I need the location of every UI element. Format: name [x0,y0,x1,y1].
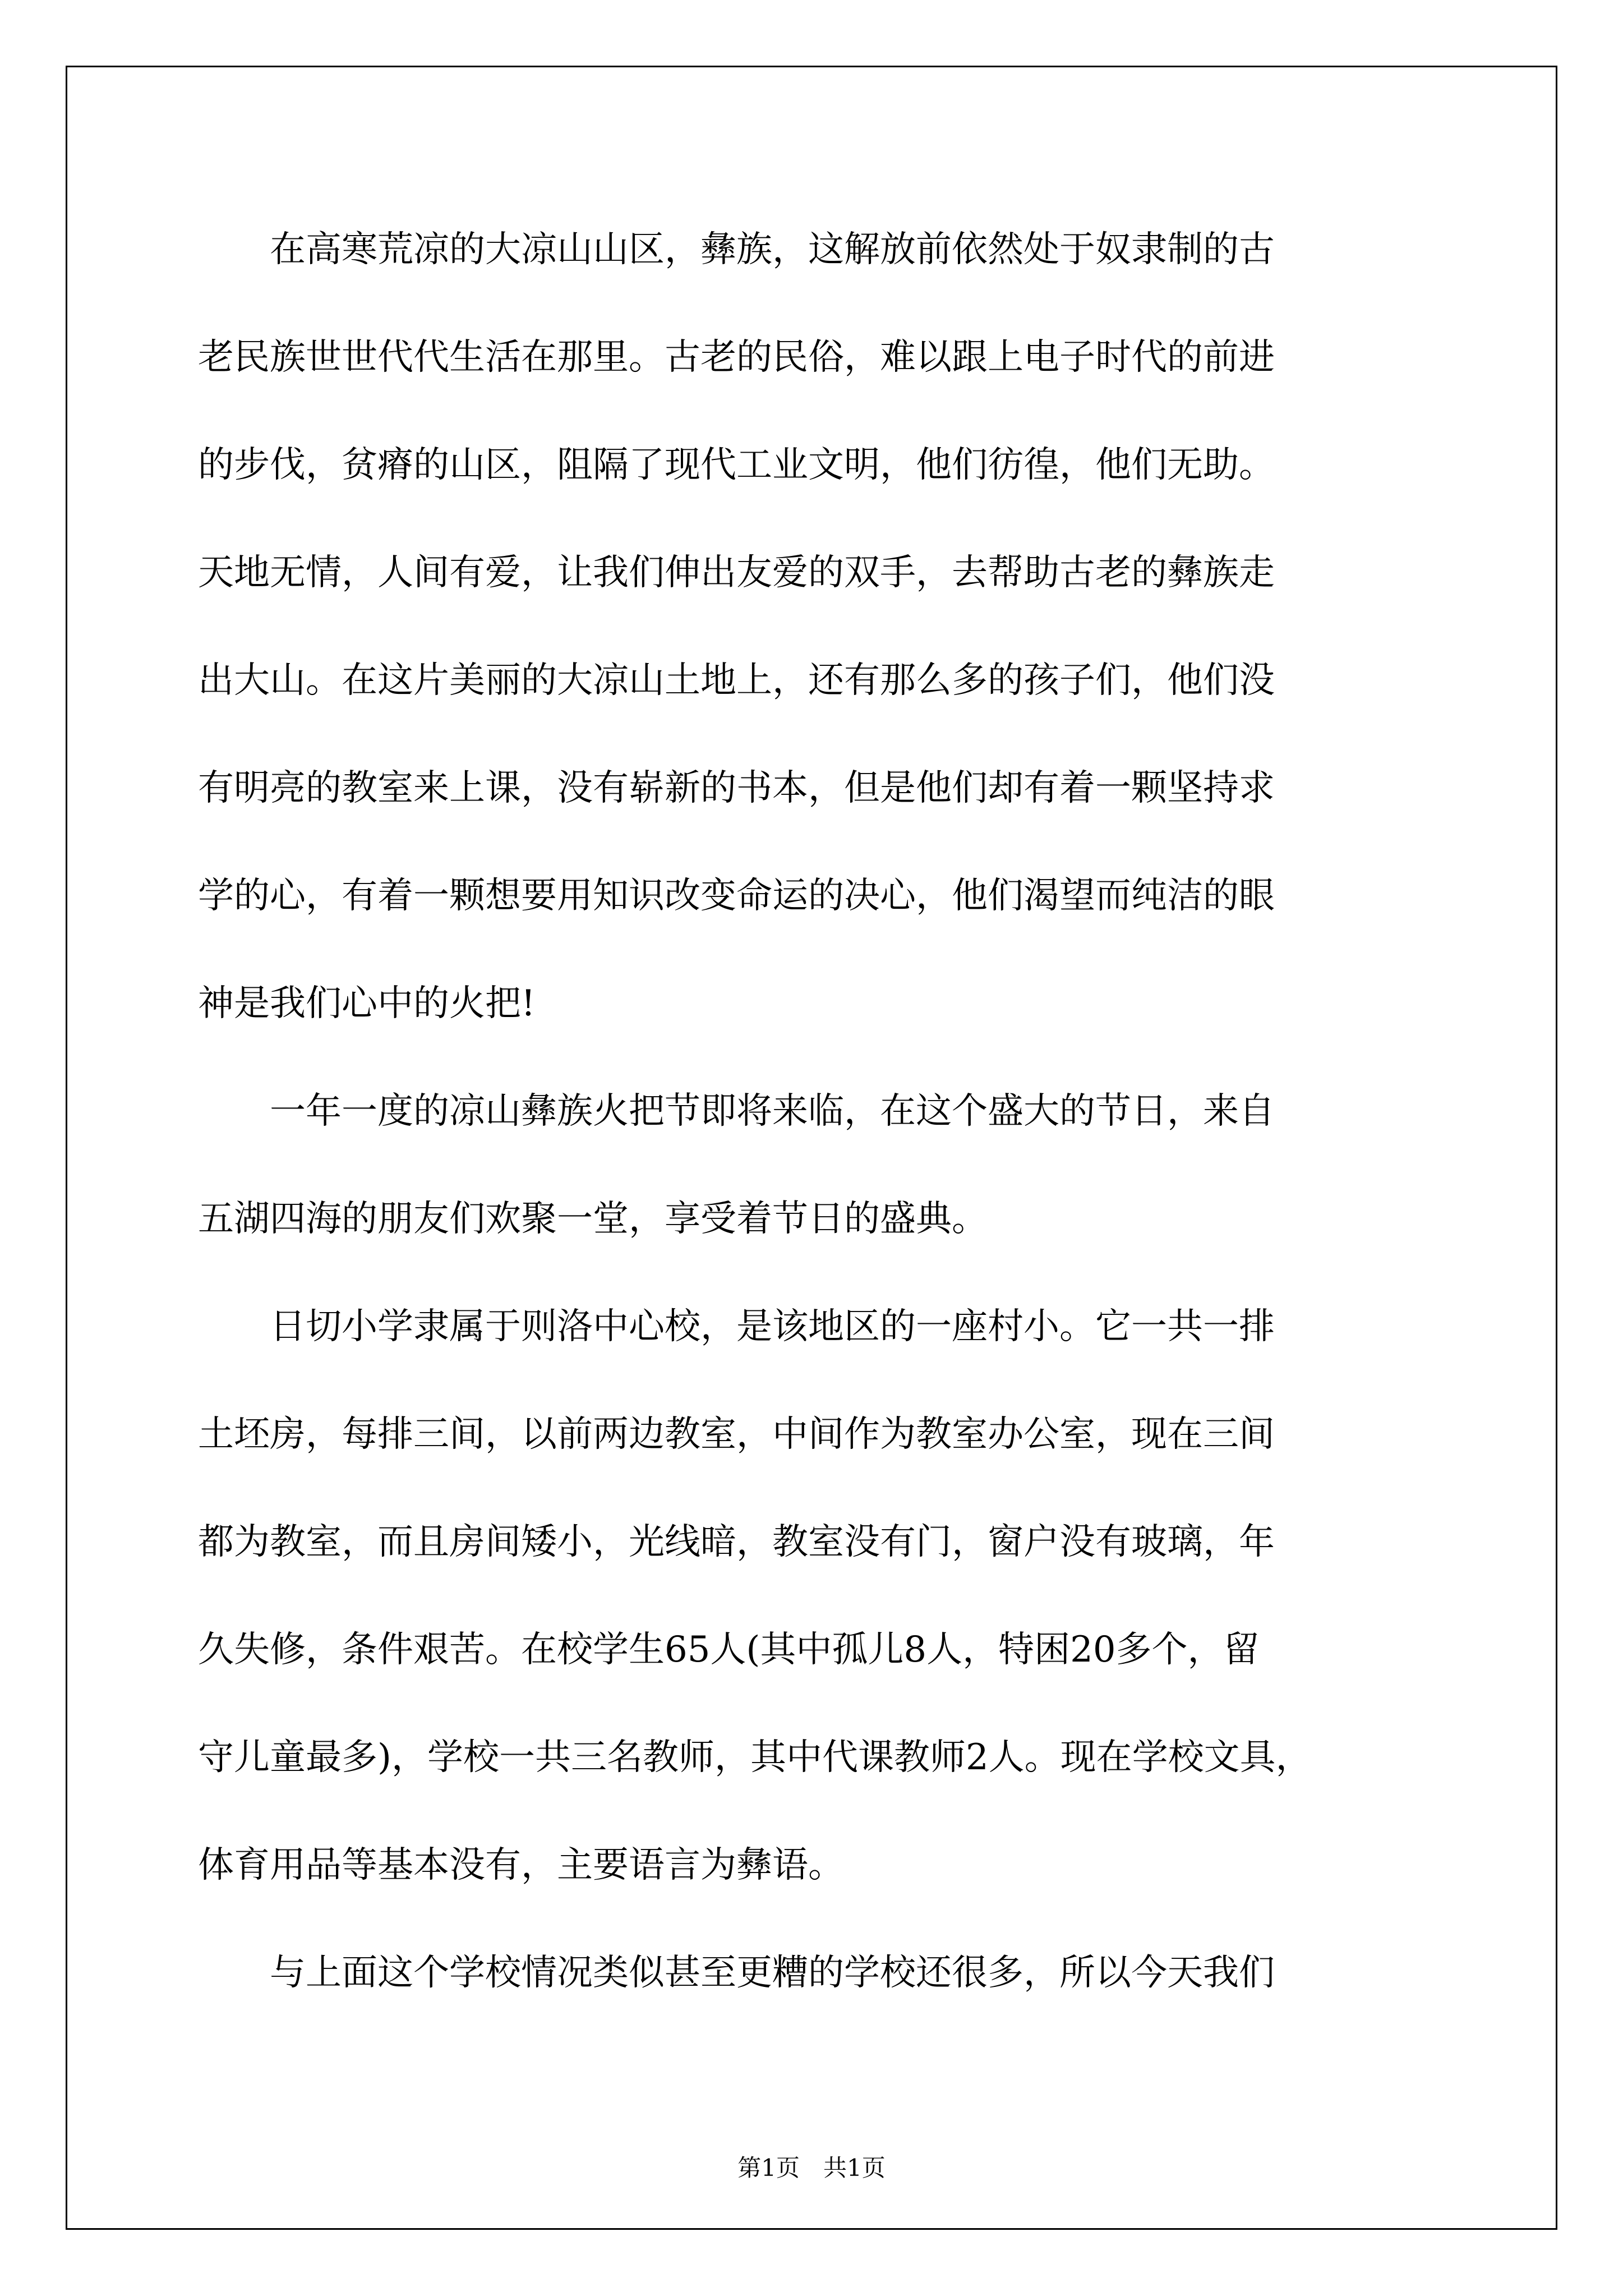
text-line: 天地无情，人间有爱，让我们伸出友爱的双手，去帮助古老的彝族走 [198,552,1275,593]
text-line: 与上面这个学校情况类似甚至更糟的学校还很多，所以今天我们 [198,1952,1275,1994]
text-line: 体育用品等基本没有，主要语言为彝语。 [198,1844,844,1886]
text-line: 老民族世世代代生活在那里。古老的民俗，难以跟上电子时代的前进 [198,337,1275,378]
text-line: 土坯房，每排三间，以前两边教室，中间作为教室办公室，现在三间 [198,1414,1275,1455]
text-line: 日切小学隶属于则洛中心校，是该地区的一座村小。它一共一排 [198,1306,1275,1347]
text-line: 的步伐，贫瘠的山区，阻隔了现代工业文明，他们彷徨，他们无助。 [198,444,1275,486]
text-line: 都为教室，而且房间矮小，光线暗，教室没有门，窗户没有玻璃，年 [198,1521,1275,1563]
text-line: 神是我们心中的火把! [198,983,536,1024]
text-line: 一年一度的凉山彝族火把节即将来临，在这个盛大的节日，来自 [198,1091,1275,1132]
text-line: 学的心，有着一颗想要用知识改变命运的决心，他们渴望而纯洁的眼 [198,875,1275,917]
text-line: 有明亮的教室来上课，没有崭新的书本，但是他们却有着一颗坚持求 [198,767,1275,809]
text-line: 在高寒荒凉的大凉山山区，彝族，这解放前依然处于奴隶制的古 [198,229,1275,270]
text-line: 五湖四海的朋友们欢聚一堂，享受着节日的盛典。 [198,1198,988,1240]
text-line: 守儿童最多)，学校一共三名教师，其中代课教师2人。现在学校文具， [198,1737,1312,1778]
text-line: 久失修，条件艰苦。在校学生65人(其中孤儿8人，特困20多个，留 [198,1629,1260,1671]
document-body [198,219,1432,2050]
text-line: 出大山。在这片美丽的大凉山土地上，还有那么多的孩子们，他们没 [198,660,1275,701]
page-footer: 第1页 共1页 [737,2154,886,2182]
